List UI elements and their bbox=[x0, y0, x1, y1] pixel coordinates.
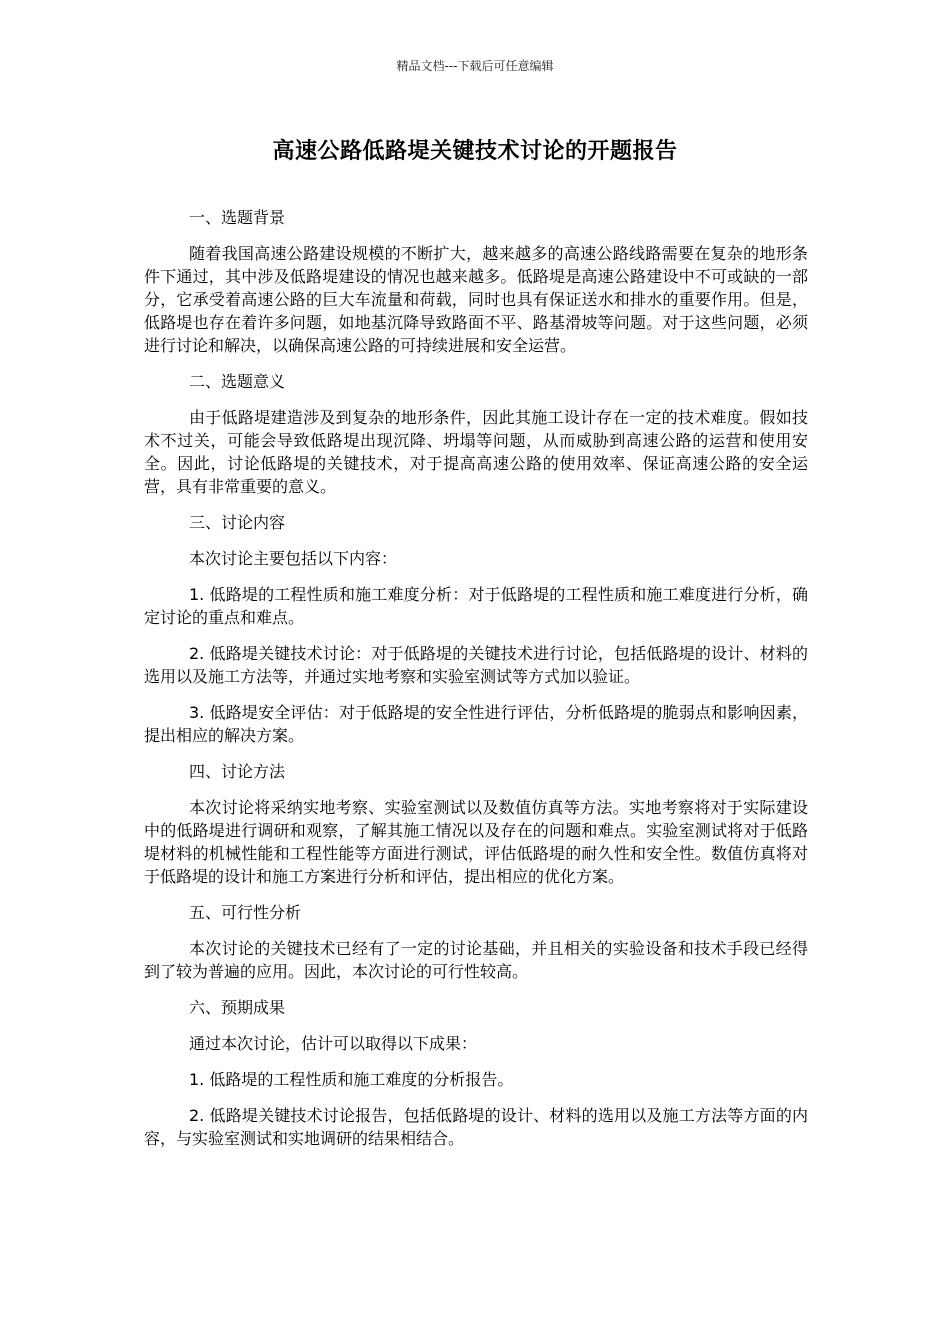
section-heading-methods: 四、讨论方法 bbox=[189, 762, 286, 781]
header-note: 精品文档---下载后可任意编辑 bbox=[396, 59, 554, 73]
section-heading-outcomes: 六、预期成果 bbox=[189, 998, 286, 1017]
section-heading-significance: 二、选题意义 bbox=[189, 372, 286, 391]
paragraph-content-intro: 本次讨论主要包括以下内容： bbox=[189, 549, 398, 568]
section-heading-content: 三、讨论内容 bbox=[189, 513, 286, 532]
document-body bbox=[144, 206, 808, 1163]
paragraph-methods: 本次讨论将采纳实地考察、实验室测试以及数值仿真等方法。实地考察将对于实际建设中的低路堤进行调研和观察，了解其施工情况以及存在的问题和难点。实验室测试将对于低路堤材料的机械性能和工程性能等方面进行测试，评估低路堤的耐久性和安全性。数值仿真将对于低路堤的设计和施工方案进行分析和评估，提出相应的优化方案。 bbox=[144, 798, 808, 886]
paragraph-background: 随着我国高速公路建设规模的不断扩大，越来越多的高速公路线路需要在复杂的地形条件下通过，其中涉及低路堤建设的情况也越来越多。低路堤是高速公路建设中不可或缺的一部分，它承受着高速公路的巨大车流量和荷载，同时也具有保证送水和排水的重要作用。但是，低路堤也存在着许多问题，如地基沉降导致路面不平、路基滑坡等问题。对于这些问题，必须进行讨论和解决，以确保高速公路的可持续进展和安全运营。 bbox=[144, 244, 808, 355]
paragraph-feasibility: 本次讨论的关键技术已经有了一定的讨论基础，并且相关的实验设备和技术手段已经得到了较为普遍的应用。因此，本次讨论的可行性较高。 bbox=[144, 939, 808, 981]
document-title: 高速公路低路堤关键技术讨论的开题报告 bbox=[272, 139, 678, 164]
list-item-content-1: 1. 低路堤的工程性质和施工难度分析：对于低路堤的工程性质和施工难度进行分析，确定讨论的重点和难点。 bbox=[144, 585, 808, 627]
paragraph-outcomes-intro: 通过本次讨论，估计可以取得以下成果： bbox=[189, 1034, 478, 1053]
section-heading-feasibility: 五、可行性分析 bbox=[189, 903, 302, 922]
list-item-content-3: 3. 低路堤安全评估：对于低路堤的安全性进行评估，分析低路堤的脆弱点和影响因素，提出相应的解决方案。 bbox=[144, 703, 808, 745]
list-item-content-2: 2. 低路堤关键技术讨论：对于低路堤的关键技术进行讨论，包括低路堤的设计、材料的选用以及施工方法等，并通过实地考察和实验室测试等方式加以验证。 bbox=[144, 644, 808, 686]
list-item-outcome-2: 2. 低路堤关键技术讨论报告，包括低路堤的设计、材料的选用以及施工方法等方面的内容，与实验室测试和实地调研的结果相结合。 bbox=[144, 1106, 808, 1148]
list-item-outcome-1: 1. 低路堤的工程性质和施工难度的分析报告。 bbox=[189, 1070, 514, 1089]
section-heading-background: 一、选题背景 bbox=[189, 208, 286, 227]
paragraph-significance: 由于低路堤建造涉及到复杂的地形条件，因此其施工设计存在一定的技术难度。假如技术不过关，可能会导致低路堤出现沉降、坍塌等问题，从而威胁到高速公路的运营和使用安全。因此，讨论低路堤的关键技术，对于提高高速公路的使用效率、保证高速公路的安全运营，具有非常重要的意义。 bbox=[144, 408, 808, 496]
